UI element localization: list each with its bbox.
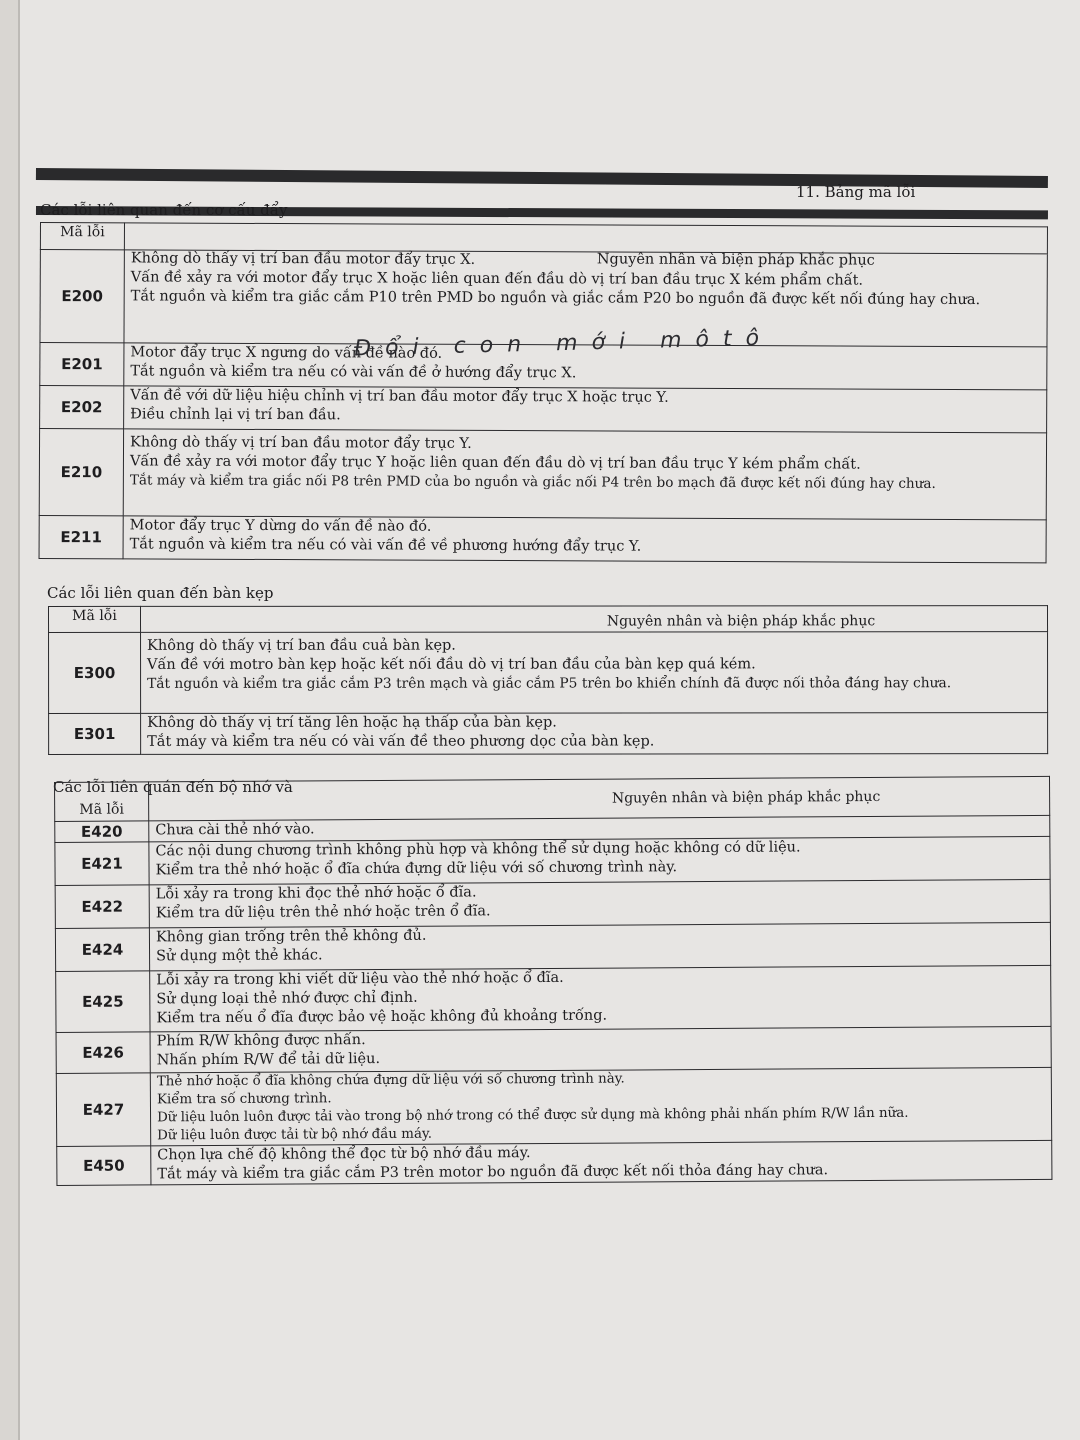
description-line: Phím R/W không được nhấn. xyxy=(156,1032,366,1050)
error-code: E301 xyxy=(49,713,141,754)
description-line: Tắt nguồn và kiểm tra giắc cắm P10 trên PMD bo nguồn và giắc cắm P20 bo nguồn đã được kết nối đúng hay chưa. xyxy=(130,288,981,309)
table-row xyxy=(55,922,1050,971)
description-line: Motor đẩy trục X ngưng do vấn đề nào đó. xyxy=(130,344,443,362)
error-description xyxy=(150,1026,1051,1073)
error-table-memory xyxy=(54,776,1052,1186)
table-row xyxy=(55,879,1050,928)
handwritten-note: Đổi con mới môtô xyxy=(353,325,774,362)
table-header-row xyxy=(49,606,1048,633)
col-code-header: Mã lỗi xyxy=(40,223,124,250)
error-code: E202 xyxy=(40,386,124,429)
error-table-push-mechanism xyxy=(39,222,1048,563)
description-line: Motor đẩy trục Y dừng do vấn đề nào đó. xyxy=(129,517,432,535)
error-code: E427 xyxy=(56,1073,150,1147)
error-code: E200 xyxy=(40,250,124,343)
error-code: E420 xyxy=(55,821,149,843)
description-line: Chưa cài thẻ nhớ vào. xyxy=(155,821,315,839)
description-line: Vấn đề xảy ra với motor đẩy trục X hoặc liên quan đến đầu dò vị trí ban đầu trục X kém phẩm chất. xyxy=(130,269,864,289)
error-code: E210 xyxy=(39,429,123,516)
section-title-push-mechanism: Các lỗi liên quan đến cơ cấu đẩy xyxy=(40,201,288,219)
table-row xyxy=(39,429,1046,520)
description-line: Kiểm tra dữ liệu trên thẻ nhớ hoặc trên ổ đĩa. xyxy=(155,903,491,922)
col-code-header: Mã lỗi xyxy=(55,782,149,822)
table-row xyxy=(49,632,1048,714)
table-row xyxy=(55,836,1050,885)
error-description xyxy=(149,922,1050,971)
description-line: Thẻ nhớ hoặc ổ đĩa không chứa đựng dữ liệu với số chương trình này. xyxy=(156,1071,625,1090)
error-description xyxy=(150,965,1051,1032)
table-row xyxy=(49,713,1048,755)
col-desc-header-text: Nguyên nhân và biện pháp khắc phục xyxy=(596,251,875,269)
chapter-title: 11. Bảng mã lỗi xyxy=(796,183,916,201)
col-desc-header: Nguyên nhân và biện pháp khắc phục xyxy=(141,606,1048,633)
description-line: Sử dụng một thẻ khác. xyxy=(156,947,323,965)
table-row xyxy=(56,1067,1051,1146)
description-line: Không dò thấy vị trí ban đầu cuả bàn kẹp. xyxy=(147,637,456,654)
description-line: Lỗi xảy ra trong khi viết dữ liệu vào thẻ nhớ hoặc ổ đĩa. xyxy=(156,969,564,989)
description-line: Vấn đề xảy ra với motor đẩy trục Y hoặc liên quan đến đầu dò vị trí ban đầu trục Y kém phẩm chất. xyxy=(129,453,861,473)
error-description xyxy=(124,386,1047,433)
error-code: E424 xyxy=(55,928,149,972)
table-row xyxy=(57,1140,1052,1185)
description-line: Không dò thấy vị trí ban đầu motor đẩy trục X. xyxy=(130,250,476,268)
error-description xyxy=(141,632,1048,714)
error-code: E426 xyxy=(56,1032,150,1074)
table-row xyxy=(39,515,1046,562)
description-line: Dữ liệu luôn luôn được tải vào trong bộ nhớ trong có thể được sử dụng mà không phải nhấn phím R/W lần nữa. xyxy=(157,1105,909,1126)
error-description xyxy=(123,429,1046,520)
description-line: Vấn đề với motro bàn kẹp hoặc kết nối đầu dò vị trí ban đầu của bàn kẹp quá kém. xyxy=(147,656,756,673)
section-title-clamp-table: Các lỗi liên quan đến bàn kẹp xyxy=(47,584,274,602)
description-line: Tắt nguồn và kiểm tra giắc cắm P3 trên mạch và giắc cắm P5 trên bo khiển chính đã được nối thỏa đáng hay chưa. xyxy=(147,675,952,692)
description-line: Tắt máy và kiểm tra nếu có vài vấn đề theo phương dọc của bàn kẹp. xyxy=(147,733,655,750)
error-table-clamp xyxy=(48,605,1048,755)
error-description xyxy=(149,836,1050,885)
table-row xyxy=(56,1026,1051,1073)
description-line: Sử dụng loại thẻ nhớ được chỉ định. xyxy=(156,989,418,1008)
error-code: E211 xyxy=(39,515,123,558)
description-line: Tắt nguồn và kiểm tra nếu có vài vấn đề về phương hướng đẩy trục Y. xyxy=(129,536,642,555)
table-row xyxy=(56,965,1051,1032)
error-description xyxy=(150,1067,1051,1146)
table-header-row xyxy=(55,776,1050,821)
error-code: E421 xyxy=(55,842,149,886)
error-code: E300 xyxy=(49,632,141,713)
description-line: Tắt máy và kiểm tra giắc nối P8 trên PMD của bo nguồn và giắc nối P4 trên bo mạch đã được kết nối đúng hay chưa. xyxy=(129,472,936,492)
description-line: Kiểm tra thẻ nhớ hoặc ổ đĩa chứa đựng dữ liệu với số chương trình này. xyxy=(155,859,678,879)
description-line: Các nội dung chương trình không phù hợp và không thể sử dụng hoặc không có dữ liệu. xyxy=(155,839,801,860)
description-line: Vấn đề với dữ liệu hiệu chỉnh vị trí ban đầu motor đẩy trục X hoặc trục Y. xyxy=(130,387,669,406)
description-line: Kiểm tra số chương trình. xyxy=(156,1091,332,1108)
description-line: Không gian trống trên thẻ không đủ. xyxy=(155,927,427,946)
description-line: Tắt nguồn và kiểm tra nếu có vài vấn đề ở hướng đẩy trục X. xyxy=(130,363,577,382)
col-code-header: Mã lỗi xyxy=(49,606,141,632)
description-line: Không dò thấy vị trí ban đầu motor đẩy trục Y. xyxy=(130,434,472,452)
description-line: Lỗi xảy ra trong khi đọc thẻ nhớ hoặc ổ đĩa. xyxy=(155,884,477,903)
error-code: E450 xyxy=(57,1146,151,1186)
table-row xyxy=(40,386,1047,433)
description-line: Điều chỉnh lại vị trí ban đầu. xyxy=(130,406,341,424)
error-description xyxy=(151,1140,1052,1185)
error-code: E425 xyxy=(56,971,150,1033)
section-title-memory: Các lỗi liên quán đến bộ nhớ và xyxy=(53,778,293,796)
description-line: Tắt máy và kiểm tra giắc cắm P3 trên motor bo nguồn đã được kết nối thỏa đáng hay chưa. xyxy=(157,1162,829,1183)
description-line: Kiểm tra nếu ổ đĩa được bảo vệ hoặc không đủ khoảng trống. xyxy=(156,1007,608,1027)
col-desc-header: Nguyên nhân và biện pháp khắc phục xyxy=(149,776,1050,821)
description-line: Chọn lựa chế độ không thể đọc từ bộ nhớ đầu máy. xyxy=(157,1145,531,1164)
error-code: E201 xyxy=(40,343,124,386)
error-description xyxy=(149,879,1050,928)
error-code: E422 xyxy=(55,885,149,929)
error-description xyxy=(141,713,1048,755)
error-description xyxy=(123,516,1046,563)
description-line: Nhấn phím R/W để tải dữ liệu. xyxy=(156,1051,381,1069)
description-line: Không dò thấy vị trí tăng lên hoặc hạ thấp của bàn kẹp. xyxy=(147,714,557,731)
description-line: Dữ liệu luôn được tải từ bộ nhớ đầu máy. xyxy=(157,1126,433,1144)
